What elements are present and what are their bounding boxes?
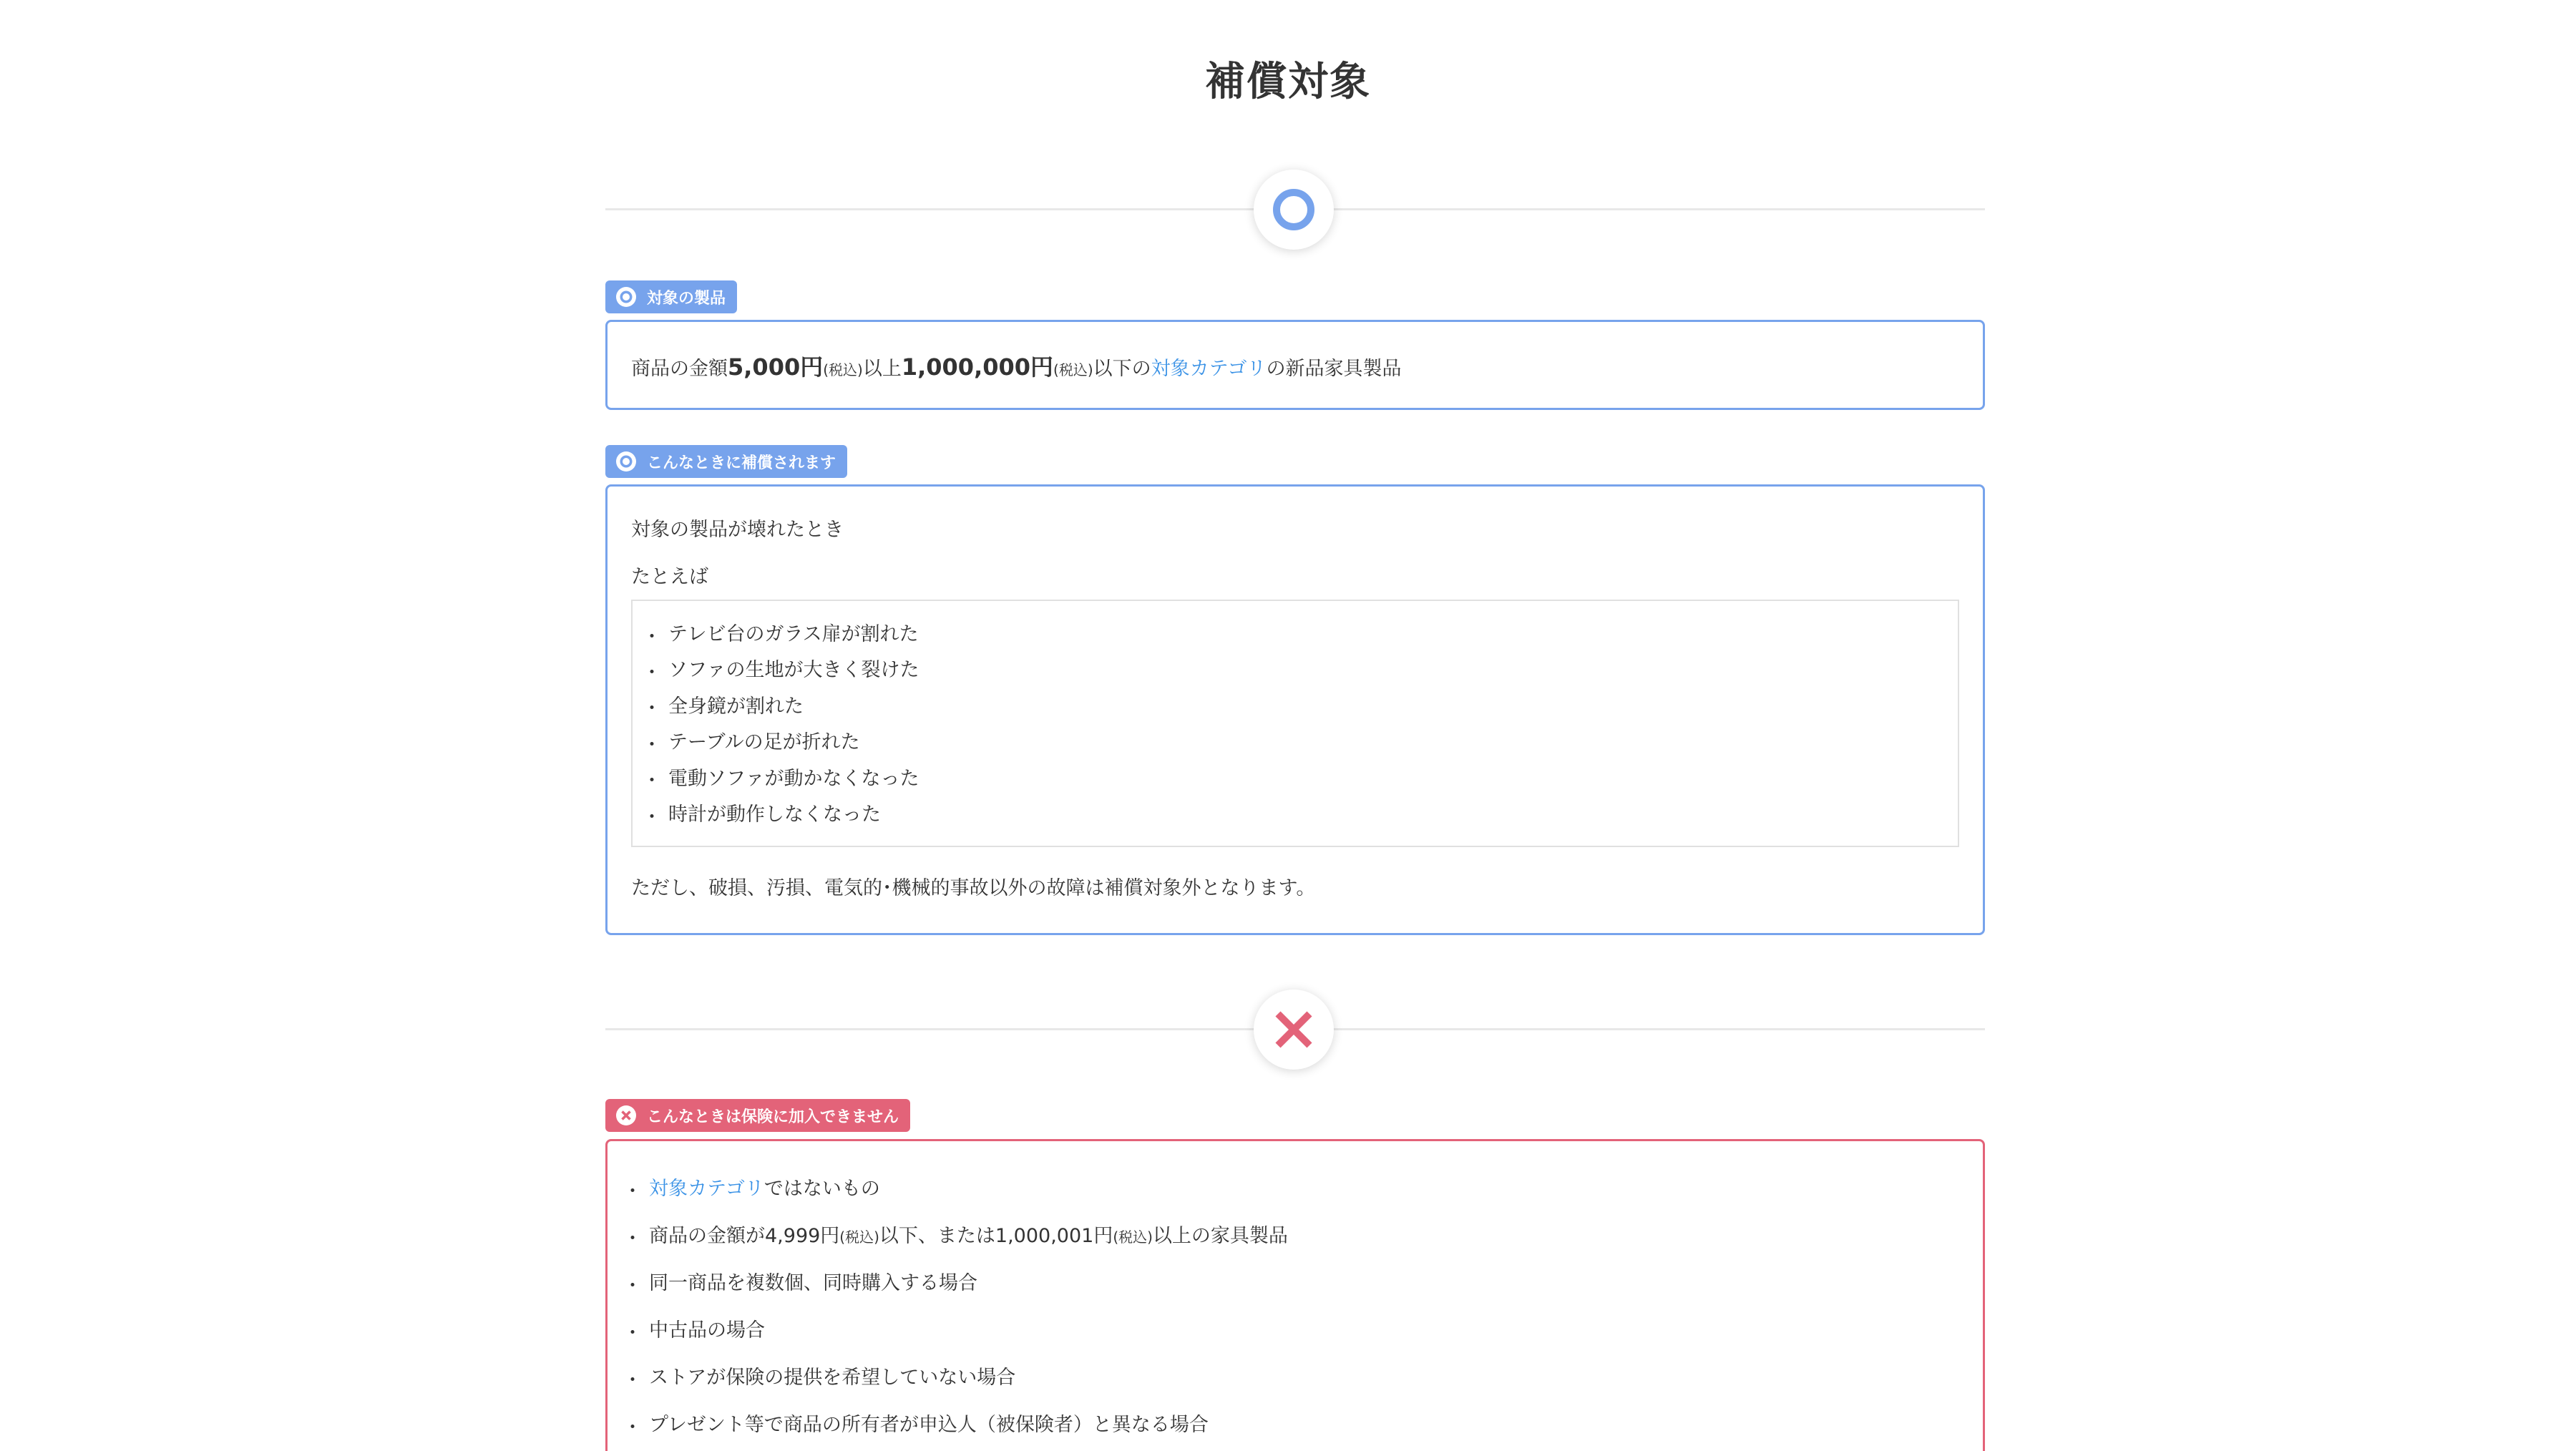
list-item: ・ 商品の金額が4,999円(税込)以下、または1,000,001円(税込)以上の家具製品: [623, 1224, 1288, 1250]
category-link[interactable]: 対象カテゴリ: [1151, 358, 1267, 380]
example-box: [631, 600, 1959, 847]
category-link[interactable]: 対象カテゴリ: [649, 1177, 764, 1200]
list-item: ・ 中古品の場合: [623, 1319, 765, 1344]
product-tag-label: 対象の製品: [647, 289, 726, 308]
example-list: [641, 617, 919, 833]
product-description: [631, 353, 1402, 381]
list-item: ・ ストアが保険の提供を希望していない場合: [623, 1366, 1016, 1392]
list-item: ・ ソファの生地が大きく裂けた: [642, 659, 919, 685]
list-item: ・ 時計が動作しなくなった: [642, 803, 881, 829]
cases-box: [605, 484, 1985, 935]
covered-badge: [1254, 170, 1334, 250]
tax-label: (税込): [823, 361, 863, 378]
desc-suffix: の新品家具製品: [1266, 358, 1402, 380]
radio-icon: [614, 285, 638, 309]
not-covered-list: [622, 1166, 1288, 1449]
page-title: 補償対象: [1205, 59, 1371, 105]
list-item: ・ 電動ソファが動かなくなった: [642, 767, 919, 793]
cases-note: ただし、破損、汚損、電気的･機械的事故以外の故障は補償対象外となります。: [631, 877, 1316, 899]
not-covered-box: [605, 1139, 1985, 1451]
product-tag: [605, 280, 737, 313]
list-item: ・ 対象カテゴリではないもの: [623, 1177, 880, 1203]
tax-label: (税込): [1053, 361, 1093, 378]
list-item: ・ テーブルの足が折れた: [642, 731, 860, 756]
not-covered-badge: [1254, 990, 1334, 1070]
amount-min: 5,000円: [728, 353, 824, 381]
list-item: ・ 全身鏡が割れた: [642, 695, 804, 720]
list-item: ・ 同一商品を複数個、同時購入する場合: [623, 1271, 977, 1297]
amount-max: 1,000,000円: [901, 353, 1054, 381]
mid-text-2: 以下の: [1093, 358, 1151, 380]
mid-text: 以上: [862, 358, 902, 380]
close-circle-icon: [614, 1103, 638, 1128]
desc-prefix: 商品の金額: [631, 358, 728, 380]
cases-tag-label: こんなときに補償されます: [647, 454, 836, 472]
example-label: たとえば: [631, 566, 708, 588]
product-box: [605, 320, 1985, 410]
ring-icon: [1272, 187, 1316, 232]
not-covered-tag: [605, 1099, 910, 1132]
radio-icon: [614, 449, 638, 474]
list-item: ・ テレビ台のガラス扉が割れた: [642, 623, 919, 648]
list-item: ・ プレゼント等で商品の所有者が申込人（被保険者）と異なる場合: [623, 1413, 1209, 1439]
cases-tag: [605, 445, 847, 478]
cross-icon: [1272, 1007, 1316, 1052]
not-covered-tag-label: こんなときは保険に加入できません: [647, 1108, 899, 1126]
cases-intro: 対象の製品が壊れたとき: [631, 519, 844, 541]
